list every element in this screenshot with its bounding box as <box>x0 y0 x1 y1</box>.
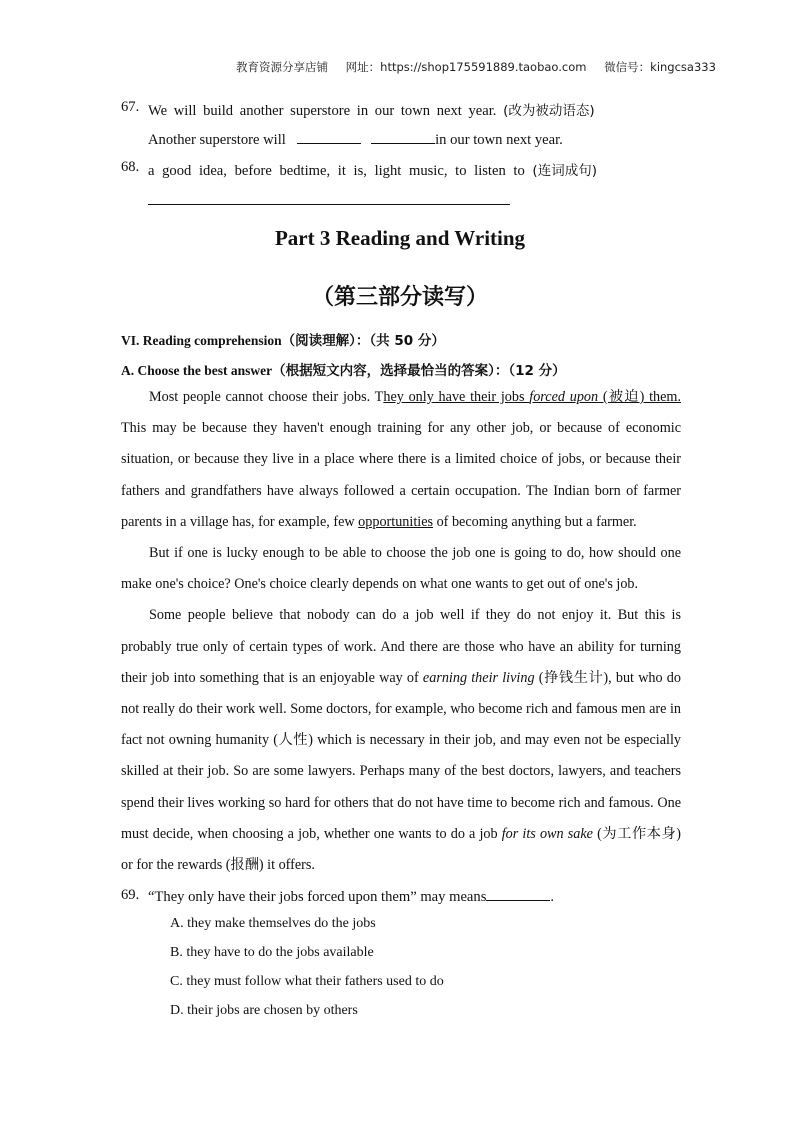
question-67-text: We will build another superstore in our town next year. <box>148 103 497 119</box>
p3-text-b: (挣钱生计), but who do not really do their work well. Some doctors, for example, who become rich and famous men are in fact not owning humanity (人性) which is necessary in their job, and may even not be especially skilled at their job. So are some lawyers. Perhaps many of the best doctors, lawyers, and teachers spend their lives working so hard for others that do not have time to become rich and famous. One must decide, when choosing a job, whether one wants to do a job <box>121 669 681 842</box>
option-a[interactable]: A. they make themselves do the jobs <box>170 916 376 931</box>
section-6-title-cn: （阅读理解）：（共 50 分） <box>281 333 445 349</box>
p3-text-c: (为工作本身) or for the rewards (报酬) it offers. <box>121 825 681 874</box>
question-69-end: . <box>550 889 555 905</box>
p1-text-b: This may be because they haven't enough training for any other job, or because of economic situation, or because they live in a place where there is a limited choice of jobs, or because their fathers and grandfathers have always followed a certain occupation. The Indian born of farmer parents in a village has, for example, few <box>121 420 681 530</box>
section-a-heading <box>121 359 566 379</box>
p3-italic-1: earning their living <box>422 669 535 686</box>
question-67-answer-suffix: in our town next year. <box>435 132 563 148</box>
question-68-sentence <box>148 159 597 180</box>
shop-url: 网址：https://shop175591889.taobao.com <box>345 60 587 74</box>
p1-text-c: of becoming anything but a farmer. <box>433 513 637 530</box>
question-68-words: a good idea, before bedtime, it is, light music, to listen to <box>148 163 525 179</box>
question-69-stem-line <box>148 887 554 906</box>
p3-text-a: Some people believe that nobody can do a job well if they do not enjoy it. But this is probably true only of certain types of work. And there are those who have an ability for turning their job into something that is an enjoyable way of <box>121 607 681 686</box>
shop-name: 教育资源分享店铺 <box>236 60 328 74</box>
question-69-number: 69. <box>121 887 140 903</box>
page-header <box>236 59 730 75</box>
section-a-title-cn: （根据短文内容，选择最恰当的答案）：（12 分） <box>272 363 566 379</box>
p1-underlined <box>383 389 681 405</box>
question-67-sentence <box>148 99 595 120</box>
answer-blank-2[interactable] <box>371 130 435 144</box>
p1-text-a: Most people cannot choose their jobs. T <box>149 389 384 405</box>
question-68-answer-line[interactable] <box>148 204 510 205</box>
passage-paragraph-1 <box>121 382 681 538</box>
p1-underlined-word: opportunities <box>358 513 434 530</box>
p1-underline-1: hey only have their jobs <box>383 389 530 405</box>
section-6-heading <box>121 329 445 349</box>
wechat-id: 微信号：kingcsa333 <box>604 60 716 74</box>
question-68-number: 68. <box>121 159 140 175</box>
p1-italic-phrase: forced upon <box>529 389 599 405</box>
question-67-answer-prefix: Another superstore will <box>148 132 286 148</box>
question-67-instruction: (改为被动语态) <box>503 103 595 119</box>
answer-blank-1[interactable] <box>297 130 361 144</box>
reading-passage <box>121 382 681 881</box>
section-a-title-en: A. Choose the best answer <box>121 363 273 378</box>
question-67-number: 67. <box>121 99 140 115</box>
passage-paragraph-3 <box>121 600 681 881</box>
question-69-stem: “They only have their jobs forced upon them” may means <box>148 889 487 905</box>
p1-underline-2: (被迫) them. <box>598 389 682 405</box>
option-c[interactable]: C. they must follow what their fathers used to do <box>170 974 444 989</box>
part-title: Part 3 Reading and Writing <box>274 226 526 250</box>
passage-paragraph-2: But if one is lucky enough to be able to choose the job one is going to do, how should one make one's choice? One's choice clearly depends on what one wants to get out of one's job. <box>121 545 681 593</box>
p3-italic-2: for its own sake <box>501 825 593 842</box>
section-6-title-en: VI. Reading comprehension <box>121 333 282 348</box>
option-d[interactable]: D. their jobs are chosen by others <box>170 1003 358 1018</box>
part-title-cn: （第三部分读写） <box>311 285 488 310</box>
question-67-answer-line <box>148 130 563 149</box>
question-68-instruction: (连词成句) <box>532 163 597 179</box>
option-b[interactable]: B. they have to do the jobs available <box>170 945 374 960</box>
question-69-blank[interactable] <box>486 887 550 901</box>
